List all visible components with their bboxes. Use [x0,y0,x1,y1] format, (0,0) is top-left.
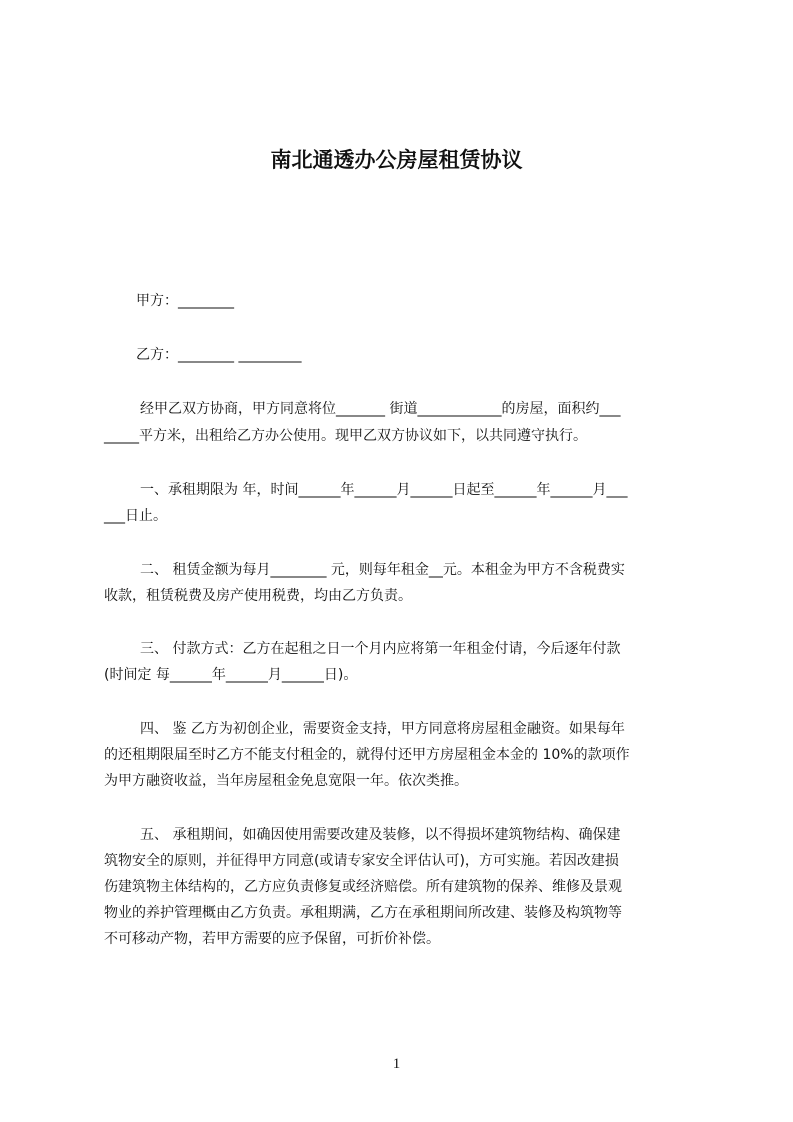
intro-line: _____平方米，出租给乙方办公使用。现甲乙双方协议如下，以共同遵守执行。 [104,428,587,444]
clause-4-line: 的还租期限届至时乙方不能支付租金的，就得付还甲方房屋租金本金的 10%的款项作 [104,747,630,763]
clause-3-line: 三、 付款方式：乙方在起租之日一个月内应将第一年租金付请，今后逐年付款 [140,641,621,657]
clause-1-line: 一、承租期限为 年，时间______年______月______日起至______年______月___ [140,482,628,498]
clause-1-line: ___日止。 [104,508,167,524]
clause-2-line: 收款，租赁税费及房产使用税费，均由乙方负责。 [104,588,412,604]
clause-4-line: 四、 鉴 乙方为初创企业，需要资金支持，甲方同意将房屋租金融资。如果每年 [140,721,625,737]
clause-5-line: 物业的养护管理概由乙方负责。承租期满，乙方在承租期间所改建、装修及构筑物等 [104,905,622,921]
party-b-line: 乙方：________ _________ [136,347,302,363]
clause-3-line: (时间定 每______年______月______日)。 [104,667,358,683]
clause-5-line: 伤建筑物主体结构的，乙方应负责修复或经济赔偿。所有建筑物的保养、维修及景观 [104,879,622,895]
clause-5-line: 筑物安全的原则，并征得甲方同意(或请专家安全评估认可)，方可实施。若因改建损 [104,853,619,869]
page-number: 1 [392,1056,401,1072]
intro-line: 经甲乙双方协商，甲方同意将位_______ 街道____________的房屋，面积约___ [140,401,621,417]
clause-4-line: 为甲方融资收益，当年房屋租金免息宽限一年。依次类推。 [104,773,468,789]
clause-2-line: 二、 租赁金额为每月________ 元，则每年租金__元。本租金为甲方不含税费实 [140,562,625,578]
clause-5-line: 五、 承租期间，如确因使用需要改建及装修，以不得损坏建筑物结构、确保建 [140,827,621,843]
party-a-line: 甲方：________ [136,293,234,309]
clause-5-line: 不可移动产物，若甲方需要的应予保留，可折价补偿。 [104,931,440,947]
document-title: 南北通透办公房屋租赁协议 [270,148,523,172]
